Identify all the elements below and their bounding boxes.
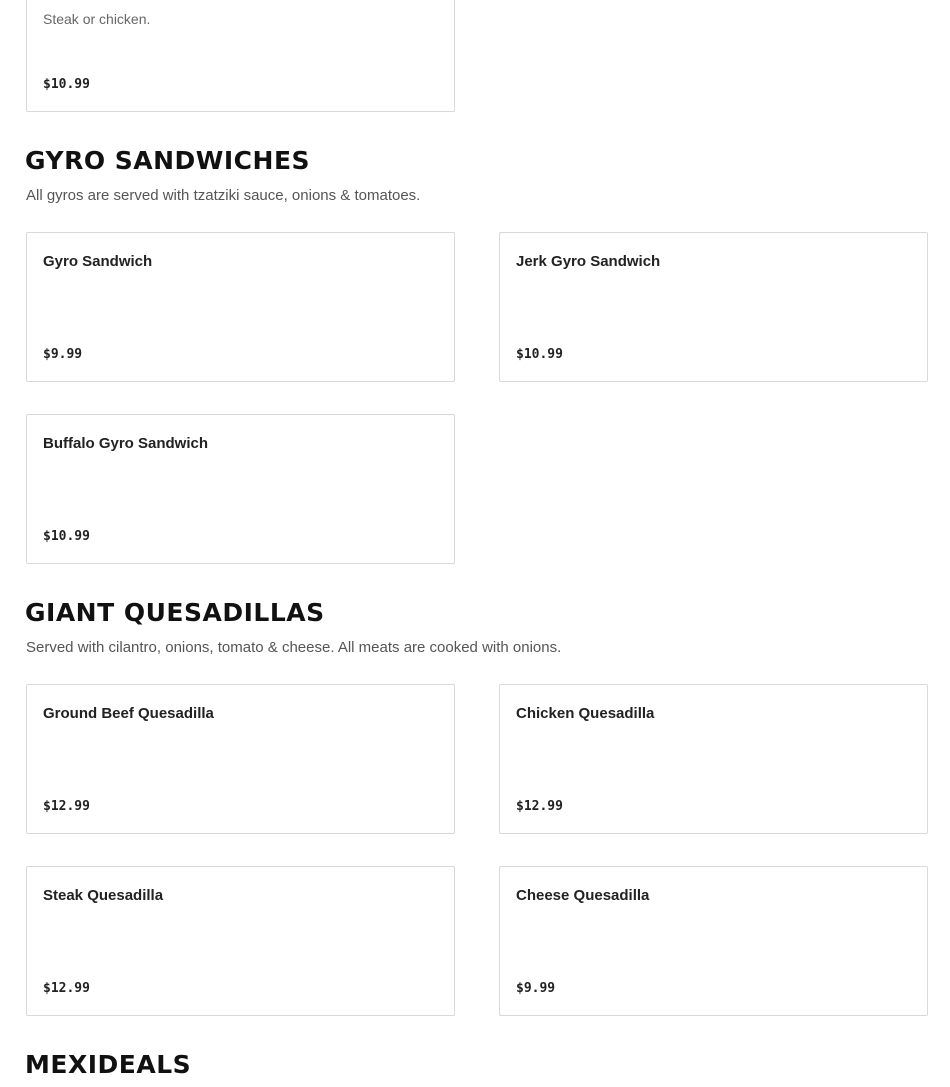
item-price: $12.99 bbox=[43, 981, 90, 996]
item-name: Steak Quesadilla bbox=[43, 887, 164, 904]
item-price: $9.99 bbox=[43, 347, 83, 362]
section-subtitle: All gyros are served with tzatziki sauce, onions & tomatoes. bbox=[26, 187, 421, 204]
item-price: $9.99 bbox=[516, 981, 556, 996]
item-description: Steak or chicken. bbox=[43, 11, 151, 27]
item-price: $10.99 bbox=[516, 347, 563, 362]
menu-item-card[interactable] bbox=[26, 232, 455, 382]
section-title-mexideals: MEXIDEALS bbox=[25, 1050, 192, 1079]
menu-item-card[interactable] bbox=[499, 684, 928, 834]
section-subtitle: Served with cilantro, onions, tomato & cheese. All meats are cooked with onions. bbox=[26, 639, 562, 656]
menu-item-card[interactable] bbox=[499, 232, 928, 382]
menu-item-card[interactable] bbox=[26, 684, 455, 834]
item-name: Gyro Sandwich bbox=[43, 253, 153, 270]
menu-item-card[interactable] bbox=[26, 414, 455, 564]
item-name: Jerk Gyro Sandwich bbox=[516, 253, 661, 270]
menu-item-card[interactable] bbox=[499, 866, 928, 1016]
item-price: $10.99 bbox=[43, 529, 90, 544]
item-name: Ground Beef Quesadilla bbox=[43, 705, 214, 722]
item-name: Chicken Quesadilla bbox=[516, 705, 655, 722]
item-name: Buffalo Gyro Sandwich bbox=[43, 435, 209, 452]
section-title-giant-quesadillas: GIANT QUESADILLAS bbox=[25, 598, 325, 627]
item-price: $12.99 bbox=[43, 799, 90, 814]
item-price: $12.99 bbox=[516, 799, 563, 814]
menu-item-card[interactable] bbox=[26, 0, 455, 112]
menu-item-card[interactable] bbox=[26, 866, 455, 1016]
section-title-gyro-sandwiches: GYRO SANDWICHES bbox=[25, 146, 311, 175]
item-name: Cheese Quesadilla bbox=[516, 887, 650, 904]
item-price: $10.99 bbox=[43, 77, 90, 92]
